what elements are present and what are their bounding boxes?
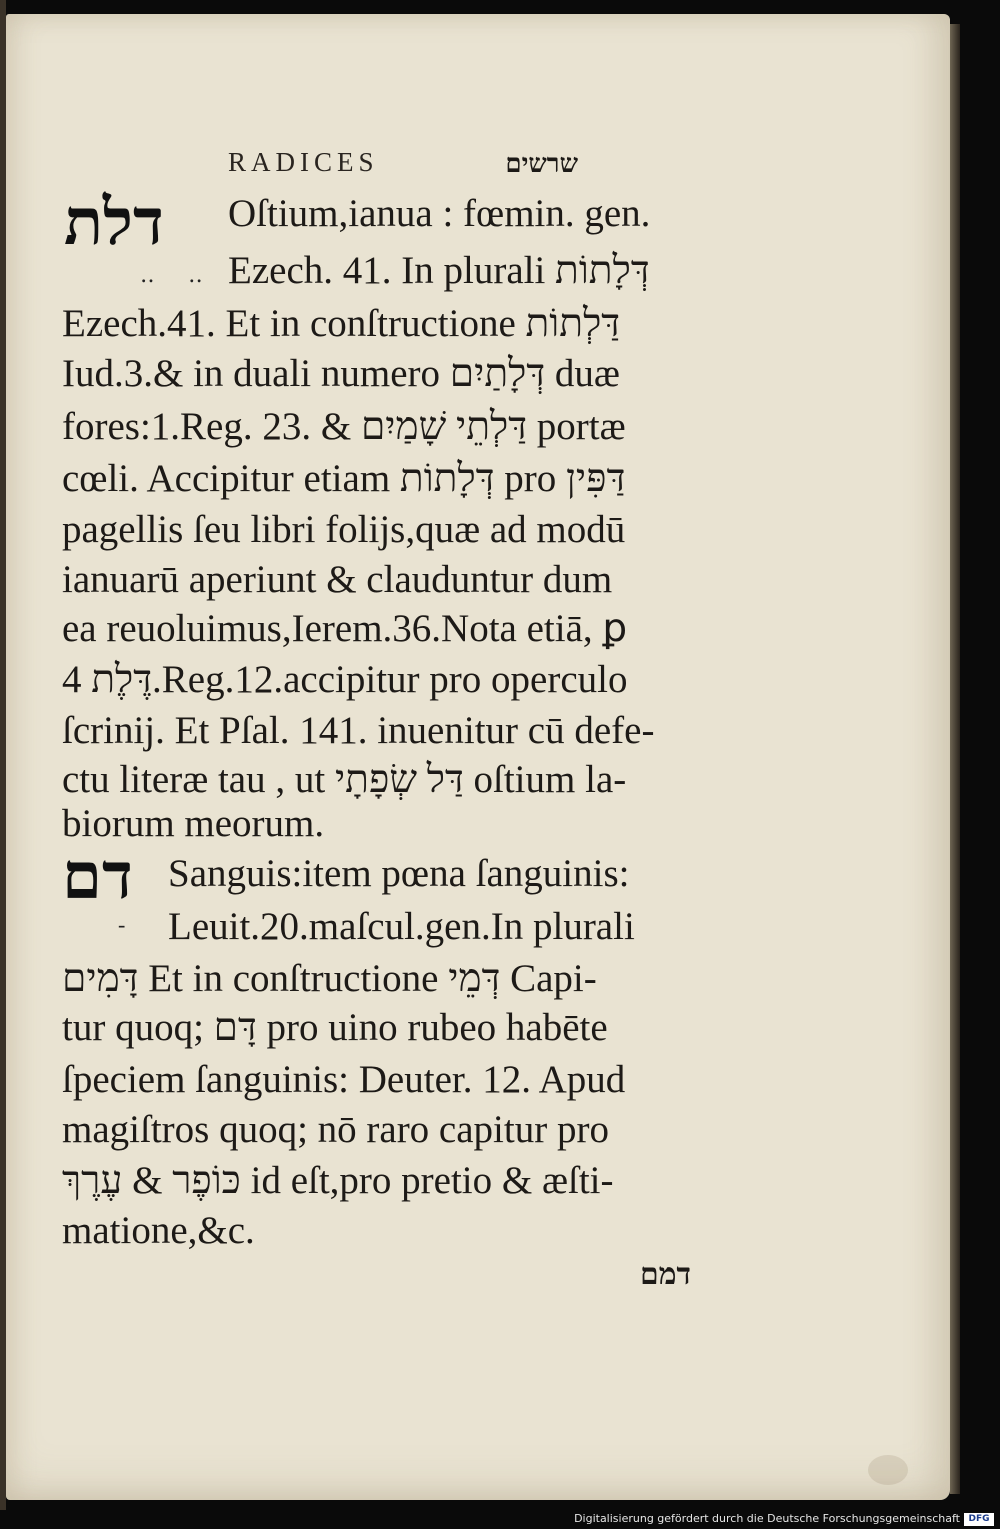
entry-headword: דם: [62, 841, 133, 912]
entry-line: cœli. Accipitur etiam דְּלָתוֹת pro דַּפִּין: [62, 457, 626, 500]
running-head-hebrew: שרשים: [505, 149, 578, 178]
page-edge-shadow: [950, 24, 960, 1494]
entry-line: Leuit.20.maſcul.gen.In plurali: [168, 905, 635, 948]
catchword: דמם: [640, 1258, 691, 1291]
entry-line: ctu literæ tau , ut דַּל שְׂפָתָי oſtium la-: [62, 758, 627, 801]
entry-headword: דלת: [64, 187, 164, 258]
footer-credit: Digitalisierung gefördert durch die Deutsche Forschungsgemeinschaft: [574, 1512, 960, 1525]
entry-line: דֶּלֶת 4.Reg.12.accipitur pro operculo: [62, 658, 628, 701]
entry-line: Ezech.41. Et in conſtructione דַּלְתוֹת: [62, 302, 621, 345]
entry-line: tur quoq; דָּם pro uino rubeo habēte: [62, 1006, 608, 1049]
entry-line: Sanguis:item pœna ſanguinis:: [168, 852, 630, 895]
vowel-marks: ‥ ‥: [140, 262, 217, 287]
entry-line: Oſtium,ianua : fœmin. gen.: [228, 192, 651, 235]
entry-line: ianuarū aperiunt & clauduntur dum: [62, 558, 613, 601]
entry-line: דָּמִים Et in conſtructione דְּמֵי Capi-: [62, 957, 597, 1000]
entry-line: matione,&c.: [62, 1209, 255, 1252]
dfg-logo: DFG: [964, 1513, 994, 1526]
entry-line: ſcrinij. Et Pſal. 141. inuenitur cū defe-: [62, 709, 655, 752]
entry-line: pagellis ſeu libri folijs,quæ ad modū: [62, 508, 626, 551]
entry-line: ſpeciem ſanguinis: Deuter. 12. Apud: [62, 1058, 626, 1101]
entry-line: Ezech. 41. In plurali דְּלָתוֹת: [228, 249, 650, 292]
entry-line: biorum meorum.: [62, 802, 325, 845]
vowel-marks: -: [118, 912, 140, 937]
entry-line: magiſtros quoq; nō raro capitur pro: [62, 1108, 609, 1151]
entry-line: כּוֹפֶר & עֶרֶךְ id eſt,pro pretio & æſti-: [62, 1159, 614, 1202]
running-head-latin: RADICES: [228, 147, 379, 177]
entry-line: Iud.3.& in duali numero דְּלָתַיִם duæ: [62, 352, 620, 395]
running-head: [228, 147, 578, 183]
paper-stain: [868, 1455, 908, 1485]
entry-line: fores:1.Reg. 23. & דַּלְתֵי שָׁמַיִם portæ: [62, 405, 626, 448]
entry-line: ea reuoluimus,Ierem.36.Nota etiā, ꝑ: [62, 607, 628, 650]
